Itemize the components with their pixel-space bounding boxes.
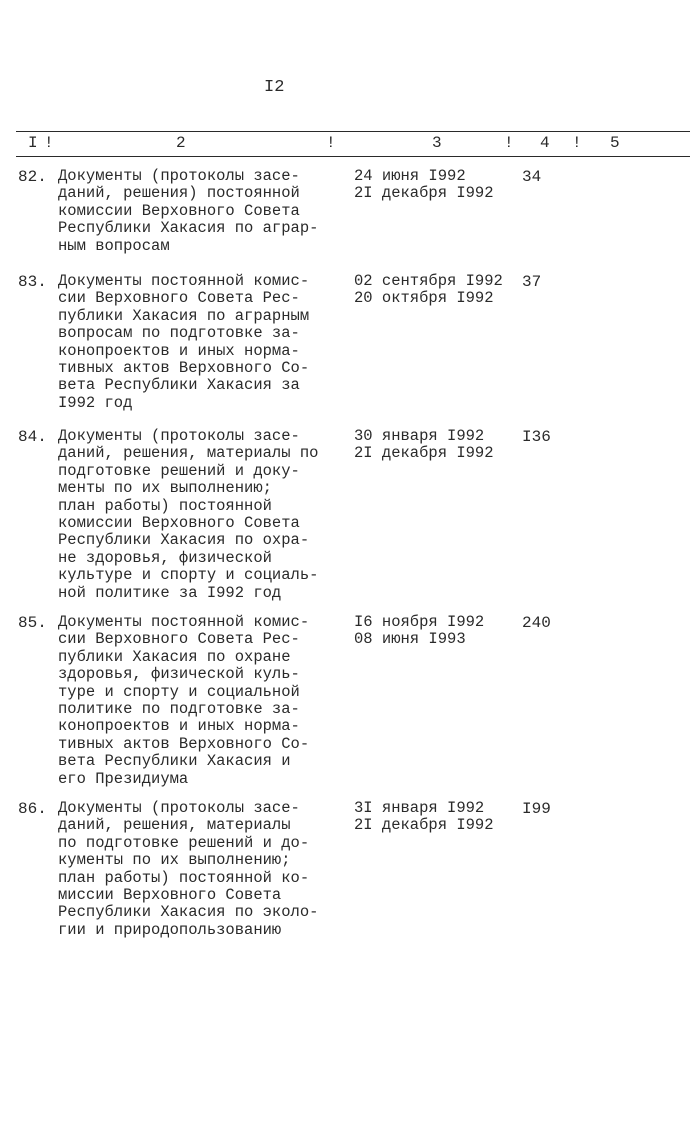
entry-sheet-count: 37 [522,273,542,291]
column-header-4: 4 [540,134,550,152]
entry-number: 84. [18,428,47,446]
column-separator-2: ! [326,134,336,152]
entry-sheet-count: I99 [522,800,551,818]
entry-number: 86. [18,800,47,818]
entry-title: Документы постоянной комис- сии Верховного Совета Рес- публики Хакасия по аграрным вопросам по подготовке за- конопроектов и иных норма- тивных актов Верховного Со- вета Республики Хакасия за I992 год [58,272,310,412]
entry-dates: 24 июня I992 2I декабря I992 [354,167,494,203]
entry-sheet-count: 34 [522,168,542,186]
entry-title: Документы (протоколы засе- даний, решения) постоянной комиссии Верховного Совета Республики Хакасия по аграр- ным вопросам [58,167,319,255]
column-separator-1: ! [44,134,54,152]
entry-dates: 02 сентября I992 20 октября I992 [354,272,503,308]
table-header-bottom-rule [16,156,690,157]
column-header-1: I [28,134,38,152]
table-header-top-rule [16,131,690,132]
entry-title: Документы (протоколы засе- даний, решения, материалы по подготовке решений и до- кументы по их выполнению; план работы) постоянной ко- миссии Верховного Совета Республики Хакасия по эколо- гии и природопользованию [58,799,319,939]
entry-dates: 30 января I992 2I декабря I992 [354,427,494,463]
entry-number: 82. [18,168,47,186]
entry-dates: 3I января I992 2I декабря I992 [354,799,494,835]
entry-title: Документы постоянной комис- сии Верховного Совета Рес- публики Хакасия по охране здоровья, физической куль- туре и спорту и социальной политике по подготовке за- конопроектов и иных норма- тивных актов Верховного Со- вета Республики Хакасия и его Президиума [58,613,310,788]
column-separator-4: ! [572,134,582,152]
column-header-3: 3 [432,134,442,152]
entry-sheet-count: 240 [522,614,551,632]
entry-dates: I6 ноября I992 08 июня I993 [354,613,485,649]
entry-number: 85. [18,614,47,632]
entry-number: 83. [18,273,47,291]
entry-sheet-count: I36 [522,428,551,446]
column-separator-3: ! [504,134,514,152]
column-header-5: 5 [610,134,620,152]
page-number: I2 [264,78,285,97]
column-header-2: 2 [176,134,186,152]
entry-title: Документы (протоколы засе- даний, решения, материалы по подготовке решений и доку- менты по их выполнению; план работы) постоянной комиссии Верховного Совета Республики Хакасия по охра- не здоровья, физической культуре и спорту и социаль- ной политике за I992 год [58,427,319,602]
